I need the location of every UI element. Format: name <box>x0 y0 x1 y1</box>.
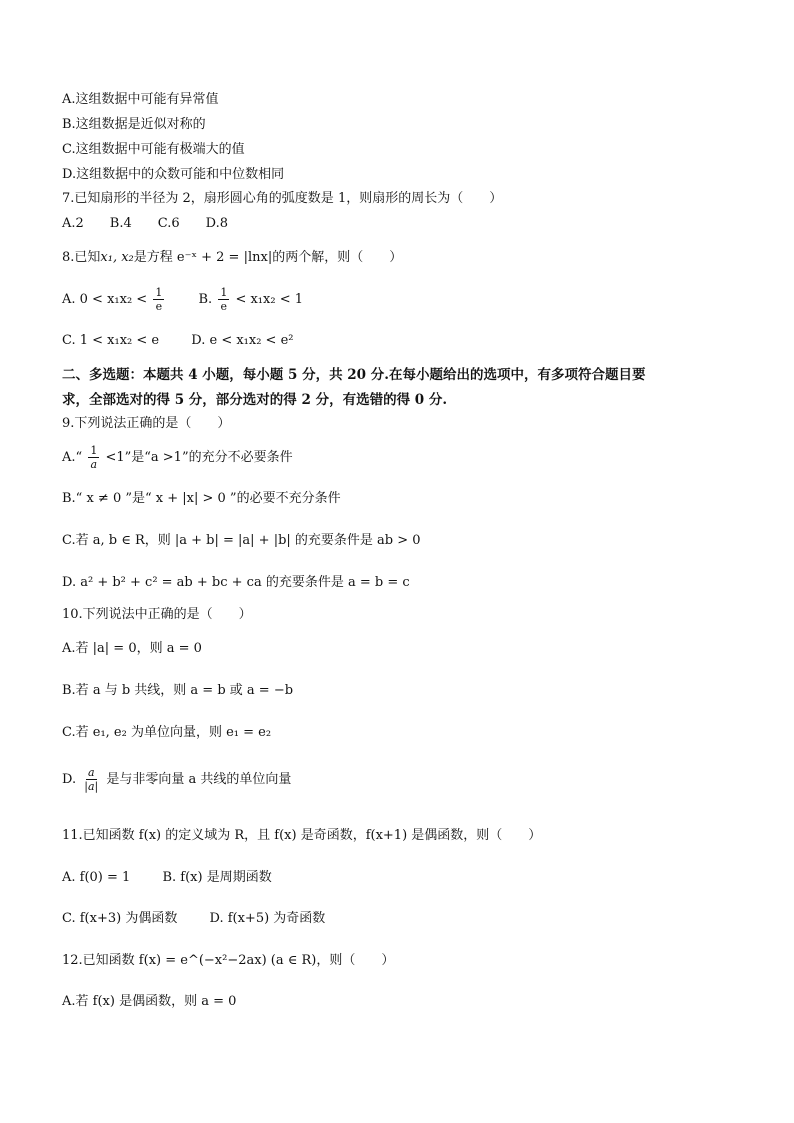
section2-heading-line2: 求，全部选对的得 5 分，部分选对的得 2 分，有选错的得 0 分. <box>62 392 448 408</box>
q8-options-ab <box>62 286 303 313</box>
q7-options: A.2 B.4 C.6 D.8 <box>62 216 228 231</box>
q11-option-a: A. f(0) = 1 <box>62 870 131 885</box>
q10-option-b: B.若 a 与 b 共线，则 a = b 或 a = −b <box>62 683 294 698</box>
q10-option-d-num: a <box>87 766 95 779</box>
q6-option-d: D.这组数据中的众数可能和中位数相同 <box>62 167 285 182</box>
q8-option-b-fraction <box>218 286 229 313</box>
q12-stem: 12.已知函数 f(x) = e^(−x²−2ax) (a ∈ R)，则（ ） <box>62 953 395 968</box>
q11-option-b: B. f(x) 是周期函数 <box>162 870 272 885</box>
q8-option-a-num: 1 <box>155 286 163 299</box>
q10-option-d <box>62 766 291 793</box>
q8-option-b-suffix: < x₁x₂ < 1 <box>235 292 303 307</box>
q11-stem: 11.已知函数 f(x) 的定义域为 R，且 f(x) 是奇函数，f(x+1) 是偶函数，则（ ） <box>62 828 542 843</box>
q8-option-b <box>198 286 303 313</box>
q8-stem-suffix: 的两个解，则（ ） <box>272 250 403 265</box>
q8-option-a <box>62 286 170 313</box>
q8-option-b-prefix: B. <box>198 292 213 307</box>
q9-option-a-fraction <box>88 444 99 471</box>
q9-option-b: B.“ x ≠ 0 ”是“ x + |x| > 0 ”的必要不充分条件 <box>62 491 341 506</box>
q9-option-d: D. a² + b² + c² = ab + bc + ca 的充要条件是 a = b = c <box>62 575 410 590</box>
q9-option-a-den: a <box>90 458 98 471</box>
q11-option-d: D. f(x+5) 为奇函数 <box>209 911 326 926</box>
q7-stem: 7.已知扇形的半径为 2，扇形圆心角的弧度数是 1，则扇形的周长为（ ） <box>62 191 503 206</box>
q6-option-c: C.这组数据中可能有极端大的值 <box>62 142 245 157</box>
q9-option-a-num: 1 <box>90 444 98 457</box>
q10-stem: 10.下列说法中正确的是（ ） <box>62 607 252 622</box>
q9-option-a-suffix: <1”是“a >1”的充分不必要条件 <box>105 450 293 465</box>
q8-equation: e⁻ˣ + 2 = |lnx| <box>176 250 273 265</box>
q8-stem-mid: 是方程 <box>133 250 173 265</box>
q8-option-a-text: A. 0 < x₁x₂ < <box>62 292 148 307</box>
q8-stem <box>62 250 402 266</box>
q10-option-d-suffix: 是与非零向量 a 共线的单位向量 <box>106 772 292 787</box>
q6-option-a: A.这组数据中可能有异常值 <box>62 92 219 107</box>
q9-stem: 9.下列说法正确的是（ ） <box>62 416 231 431</box>
q11-options-ab <box>62 870 272 886</box>
q6-option-b: B.这组数据是近似对称的 <box>62 117 206 132</box>
q11-option-c: C. f(x+3) 为偶函数 <box>62 911 178 926</box>
q8-stem-prefix: 8.已知 <box>62 250 101 265</box>
section2-heading-line1: 二、多选题：本题共 4 小题，每小题 5 分，共 20 分.在每小题给出的选项中，有多项符合题目要 <box>62 367 646 383</box>
q9-option-a-prefix: A.“ <box>62 450 83 465</box>
q8-option-d: D. e < x₁x₂ < e² <box>191 333 294 348</box>
q11-options-cd <box>62 911 325 927</box>
q10-option-a: A.若 |a| = 0，则 a = 0 <box>62 641 202 656</box>
q8-option-b-num: 1 <box>220 286 228 299</box>
q10-option-d-den: |a| <box>84 780 99 793</box>
q12-option-a: A.若 f(x) 是偶函数，则 a = 0 <box>62 994 237 1009</box>
q8-options-cd <box>62 333 294 349</box>
q8-option-c: C. 1 < x₁x₂ < e <box>62 333 160 348</box>
q10-option-d-prefix: D. <box>62 772 77 787</box>
q9-option-a <box>62 444 293 471</box>
q9-option-c: C.若 a, b ∈ R，则 |a + b| = |a| + |b| 的充要条件是 ab > 0 <box>62 533 421 548</box>
q8-option-a-den: e <box>155 300 163 313</box>
q8-option-a-fraction <box>153 286 164 313</box>
q8-stem-vars: x₁, x₂ <box>100 250 134 265</box>
q8-option-b-den: e <box>220 300 228 313</box>
q10-option-c: C.若 e₁, e₂ 为单位向量，则 e₁ = e₂ <box>62 725 272 740</box>
q10-option-d-fraction <box>82 766 100 793</box>
